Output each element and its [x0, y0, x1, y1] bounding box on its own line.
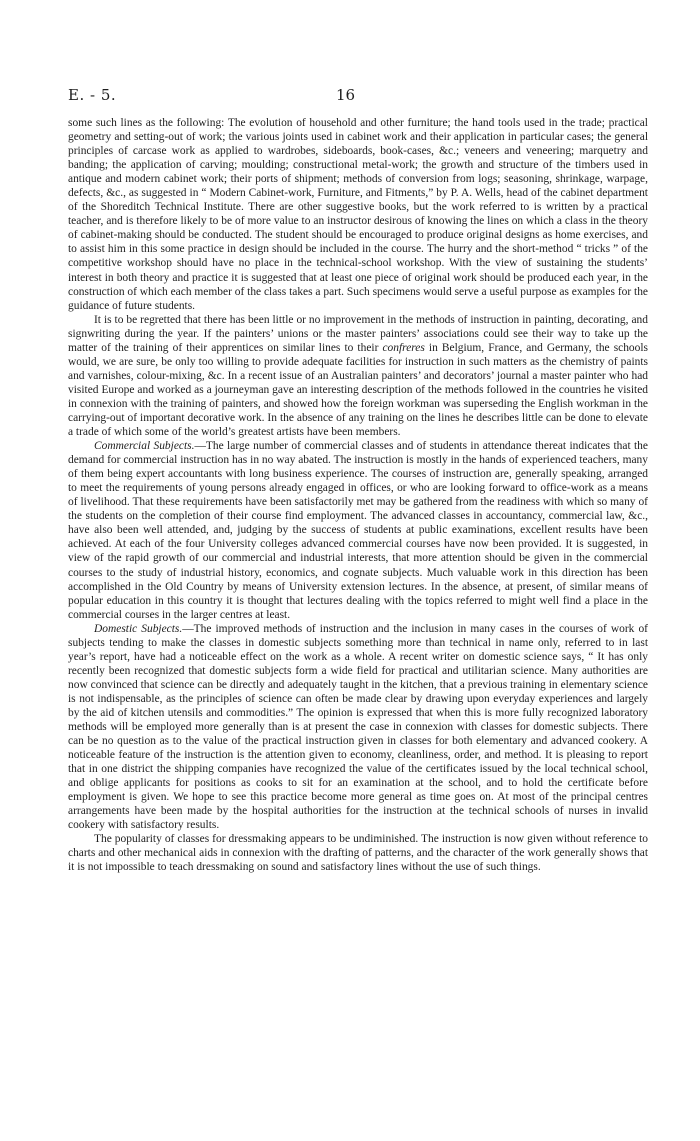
paragraph-text: It is to be regretted that there has been little or no improvement in the methods of instruction in painting, decorating, and signwriting during the year. If the painters’ unions or the master painters’ associations could see their way to take up the matter of the training of their apprentices on similar lines to their — [68, 313, 648, 354]
paragraph-cabinet-work — [68, 116, 648, 313]
paragraph-text: some such lines as the following: The evolution of household and other furniture; the hand tools used in the trade; practical geometry and setting-out of work; the various joints used in cabinet work and their application in particular cases; the general principles of carcase work as applied to wardrobes, sideboards, book-cases, &c.; veneers and veneering; marquetry and banding; the application of carving; moulding; constructional metal-work; the growth and structure of the timbers used in antique and modern cabinet work; their ports of shipment; methods of conversion from logs; seasoning, shrinkage, warpage, defects, &c., as suggested in “ Modern Cabinet-work, Furniture, and Fitments,” by P. A. Wells, head of the cabinet department of the Shoreditch Technical Institute. There are other suggestive books, but the work referred to is written by a practical teacher, and is therefore likely to be of more value to an instructor desirous of knowing the lines on which a class in the theory of cabinet-making should be conducted. The student should be encouraged to produce original designs as home exercises, and to assist him in this some practice in design should be included in the course. The hurry and the short-method “ tricks ” of the competitive workshop should have no place in the technical-school workshop. With the view of sustaining the students’ interest in both theory and practice it is suggested that at least one piece of original work should be produced each year, in the construction of which each member of the class takes a part. Such specimens would serve a useful purpose as examples for the guidance of future students. — [68, 117, 648, 312]
paragraph-painting — [68, 313, 648, 439]
paragraph-commercial-subjects — [68, 439, 648, 622]
paragraph-text: —The large number of commercial classes and of students in attendance thereat indicates that the demand for commercial instruction has in no way abated. The instruction is mostly in the hands of experienced teachers, many of them being expert accountants with long business experience. The courses of instruction are, generally speaking, arranged to meet the requirements of young persons already engaged in offices, or who are looking forward to office-work as a means of livelihood. That these requirements have been satisfactorily met may be gathered from the readiness with which so many of the students on the completion of their course find employment. The advanced classes in accountancy, commercial law, &c., have also been well attended, and, judging by the success of students at public examinations, excellent results have been achieved. At each of the four University colleges advanced commercial courses have now been provided. It is suggested, in view of the rapid growth of our commercial and industrial interests, that more attention should be given in the commercial courses to the study of industrial history, economics, and cognate subjects. Much valuable work in this direction has been accomplished in the Old Country by means of University extension lectures. In the absence, at present, of similar means of popular education in this country it is thought that lectures dealing with the topics referred to might well find a place in the commercial courses in the larger centres at least. — [68, 440, 648, 621]
italic-term: confreres — [382, 341, 425, 354]
section-heading: Domestic Subjects. — [94, 622, 183, 635]
paragraph-text: in Belgium, France, and Germany, the schools would, we are sure, be only too willing to provide adequate facilities for instruction in such matters as the chemistry of paints and varnishes, colour-mixing, &c. In a recent issue of an Australian painters’ and decorators’ journal a master painter who had visited Europe and worked as a journeyman gave an interesting description of the methods followed in the countries he visited in connexion with the training of painters, and showed how the foreign workman was superseding the English workman in the carrying-out of important decorative work. In the absence of any training on the lines he describes little can be done to elevate a trade of which some of the world’s greatest artists have been members. — [68, 341, 649, 439]
paragraph-dressmaking — [68, 832, 648, 874]
section-heading: Commercial Subjects. — [94, 440, 195, 453]
paragraph-text: —The improved methods of instruction and the inclusion in many cases in the courses of work of subjects tending to make the classes in domestic subjects something more than technical in name only, referred to in last year’s report, have had a noticeable effect on the work as a whole. A recent writer on domestic science says, “ It has only recently been recognized that domestic subjects form a wide field for practical and utilitarian science. Many authorities are now convinced that science can be directly and adequately taught in the kitchen, that a previous training in elementary science is not indispensable, as the principles of science can often be made clear by drawing upon everyday experiences and largely by the aid of kitchen utensils and commodities.” The opinion is expressed that when this is more fully recognized laboratory methods will be employed more generally than is at present the case in connexion with classes for domestic subjects. There can be no question as to the value of the practical instruction given in classes for both elementary and advanced cookery. A noticeable feature of the instruction is the attention given to economy, cleanliness, order, and method. It is pleasing to report that in one district the shipping companies have recognized the value of the certificates issued by the local technical school, and oblige applicants for positions as cooks to sit for an examination at the school, and to hold the certificate before employment is given. We hope to see this practice become more general as time goes on. At most of the principal centres arrangements have been made by the hospital authorities for the instruction at the technical schools of nurses in invalid cookery with satisfactory results. — [68, 622, 648, 832]
page-body — [68, 116, 648, 875]
document-reference: E. - 5. — [68, 86, 117, 104]
page-number: 16 — [336, 86, 356, 104]
page-header — [68, 86, 648, 108]
paragraph-domestic-subjects — [68, 622, 648, 833]
paragraph-text: The popularity of classes for dressmaking appears to be undiminished. The instruction is now given without reference to charts and other mechanical aids in connexion with the drafting of patterns, and the character of the work generally shows that it is not impossible to teach dressmaking on sound and satisfactory lines without the use of such things. — [68, 833, 648, 874]
